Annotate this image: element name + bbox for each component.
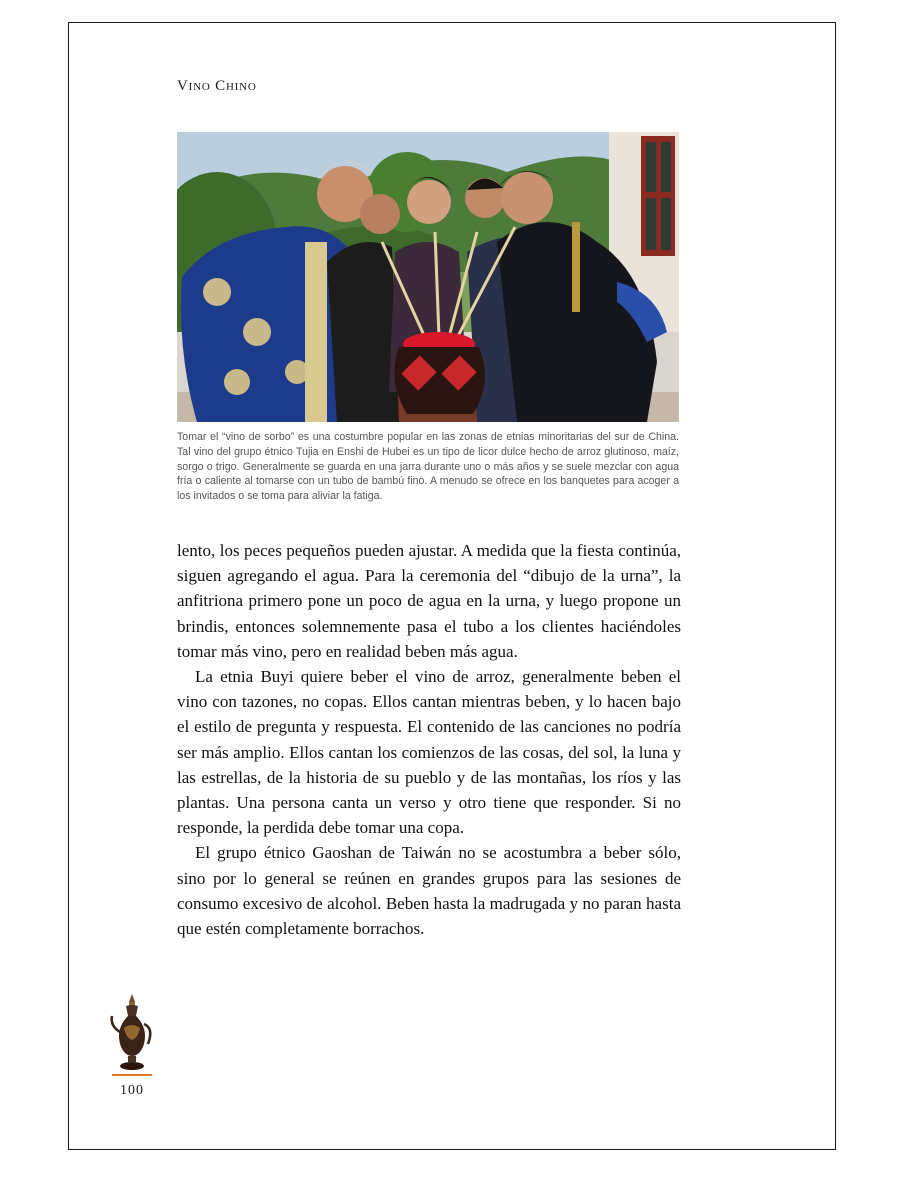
paragraph: El grupo étnico Gaoshan de Taiwán no se acostumbra a beber sólo, sino por lo general se reúnen en grandes grupos para las sesiones de consumo excesivo de alcohol. Beben hasta la madrugada y no paran hasta que estén completamente borrachos. (177, 843, 681, 939)
photo-caption: Tomar el “vino de sorbo” es una costumbre popular en las zonas de etnias minoritarias del sur de China. Tal vino del grupo étnico Tujia en Enshi de Hubei es un tipo de licor dulce hecho de arroz glutinoso, maíz, sorgo o trigo. Generalmente se guarda en una jarra durante uno o más años y se suele mezclar con agua fría o caliente al tomarse con un tubo de bambú fino. A menudo se ofrece en los banquetes para acoger a los invitados o se toma para aliviar la fatiga. (177, 431, 679, 503)
page-number: 100 (120, 1083, 144, 1098)
wine-ewer-icon (108, 992, 156, 1072)
paragraph: lento, los peces pequeños pueden ajustar. A medida que la fiesta continúa, siguen agregando el agua. Para la ceremonia del “dibujo de la urna”, la anfitriona primero pone un poco de agua en la urna, y luego propone un brindis, entonces solemnemente pasa el tubo a los clientes haciéndoles tomar más vino, pero en realidad beben más agua. (177, 541, 681, 661)
running-head: Vino Chino (177, 78, 257, 94)
photo-sipping-wine (177, 132, 679, 422)
paragraph: La etnia Buyi quiere beber el vino de arroz, generalmente beben el vino con tazones, no copas. Ellos cantan mientras beben, y lo hacen bajo el estilo de pregunta y respuesta. El contenido de las canciones no podría ser más amplio. Ellos cantan los comienzos de las cosas, del sol, la luna y las estrellas, de la historia de su pueblo y de las montañas, los ríos y las plantas. Una persona canta un verso y otro tiene que responder. Si no responde, la perdida debe tomar una copa. (177, 667, 681, 838)
body-text (177, 538, 681, 941)
accent-rule (112, 1074, 152, 1076)
